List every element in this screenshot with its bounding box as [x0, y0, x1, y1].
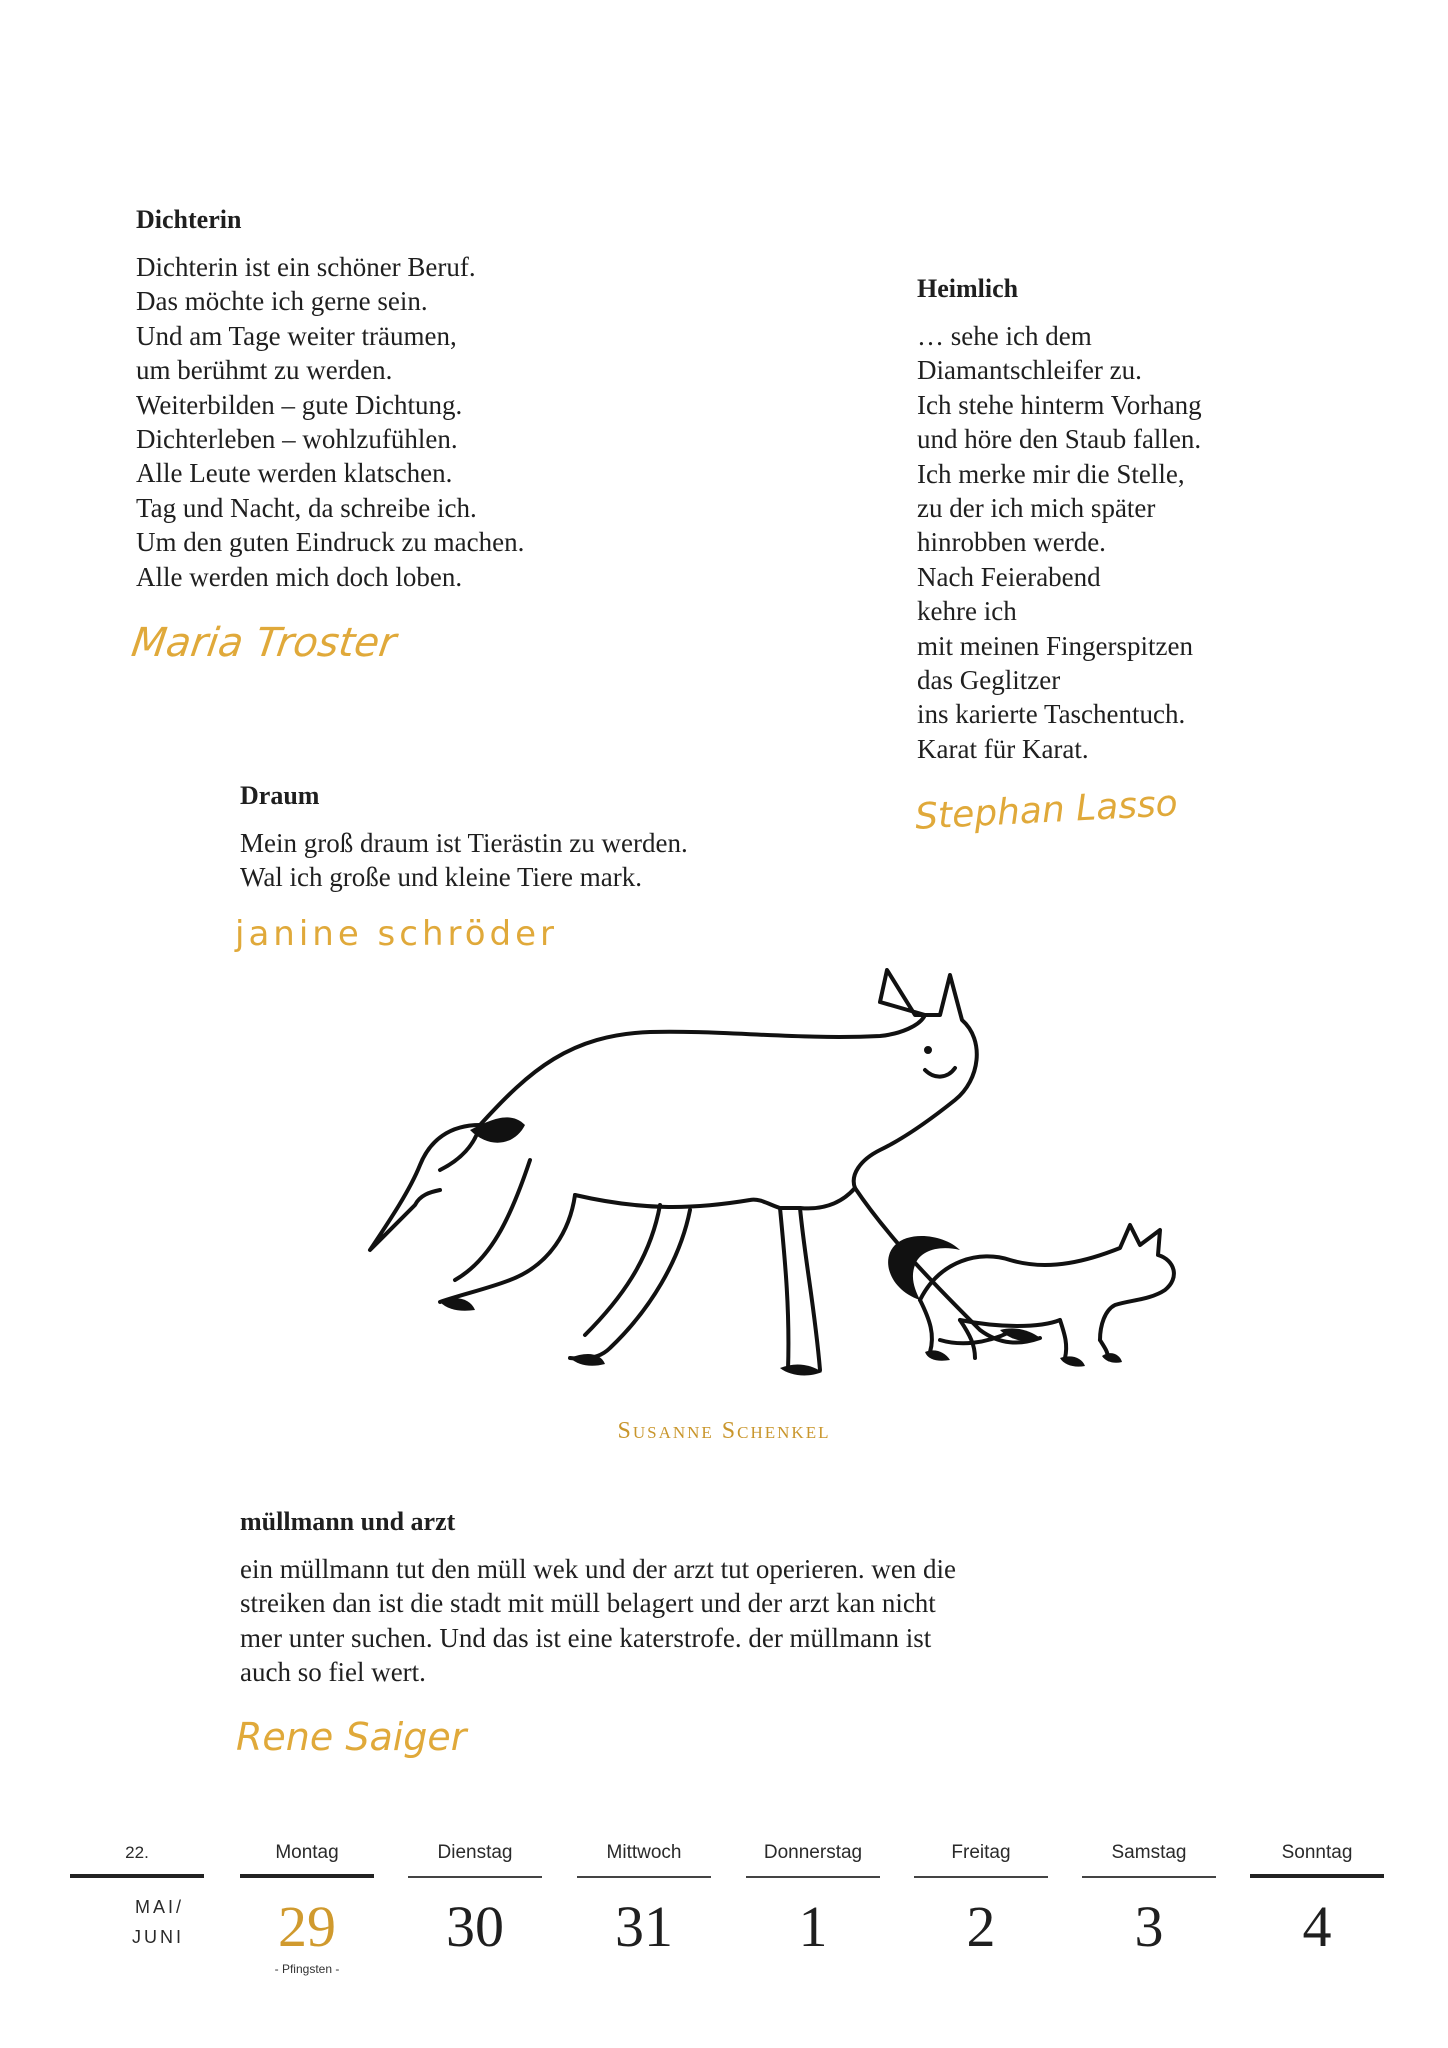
day-date: 31 [615, 1894, 673, 1959]
day-friday [914, 1838, 1048, 1962]
poem-line: Das möchte ich gerne sein. [136, 286, 428, 317]
week-number: 22. [125, 1843, 149, 1862]
drawing-two-animals-icon [360, 960, 1320, 1410]
day-date: 29 [278, 1894, 336, 1959]
week-rule [70, 1874, 204, 1878]
poem-body [240, 1552, 1060, 1690]
day-rule [577, 1876, 711, 1878]
artist-name: Susanne Schenkel [617, 1418, 831, 1444]
day-date: 30 [446, 1894, 504, 1959]
poem-line: Diamantschleifer zu. [917, 355, 1142, 386]
poem-line: Ich stehe hinterm Vorhang [917, 389, 1202, 420]
poem-body [240, 826, 688, 895]
poem-line: mer unter suchen. Und das ist eine katerstrofe. der müllmann ist [240, 1622, 932, 1653]
poem-body [917, 319, 1202, 766]
calendar-week-strip [0, 1838, 1448, 2048]
poem-line: Karat für Karat. [917, 733, 1089, 764]
day-rule [1082, 1876, 1216, 1878]
poem-line: Weiterbilden – gute Dichtung. [136, 389, 463, 420]
signature-maria-troster: Maria Troster [128, 620, 399, 666]
month-label: MAI/ [134, 1897, 184, 1917]
poem-line: Um den guten Eindruck zu machen. [136, 527, 525, 558]
poem-dichterin [136, 204, 524, 594]
poem-line: mit meinen Fingerspitzen [917, 630, 1193, 661]
signature-janine-schroeder: janine schröder [235, 914, 559, 954]
day-rule [746, 1876, 880, 1878]
day-rule [914, 1876, 1048, 1878]
poem-body [136, 250, 524, 594]
poem-muellmann-und-arzt [240, 1506, 1060, 1690]
poem-title: Heimlich [917, 274, 1019, 303]
poem-title: Draum [240, 781, 320, 810]
poem-line: Ich merke mir die Stelle, [917, 458, 1185, 489]
poem-line: das Geglitzer [917, 665, 1061, 696]
poem-heimlich [917, 273, 1202, 766]
day-date: 3 [1134, 1894, 1164, 1959]
day-monday [240, 1838, 374, 1976]
artist-credit [0, 1418, 1448, 1445]
poem-line: … sehe ich dem [917, 321, 1092, 351]
poem-line: Mein groß draum ist Tierästin zu werden. [240, 828, 688, 858]
day-name: Donnerstag [763, 1842, 863, 1863]
poem-line: Alle Leute werden klatschen. [136, 458, 453, 489]
day-rule [240, 1874, 374, 1878]
day-rule [408, 1876, 542, 1878]
poem-line: streiken dan ist die stadt mit müll belagert und der arzt kan nicht [240, 1588, 936, 1619]
poem-title: müllmann und arzt [240, 1507, 456, 1536]
poem-line: Dichterleben – wohlzufühlen. [136, 424, 458, 455]
holiday-note: - Pfingsten - [274, 1962, 340, 1976]
day-date: 1 [798, 1894, 828, 1959]
poem-line: Und am Tage weiter träumen, [136, 320, 457, 351]
day-thursday [746, 1838, 880, 1962]
poem-line: Alle werden mich doch loben. [136, 561, 463, 592]
poem-draum [240, 780, 688, 895]
poem-line: kehre ich [917, 596, 1017, 627]
poem-line: Tag und Nacht, da schreibe ich. [136, 492, 477, 523]
day-name: Dienstag [437, 1842, 513, 1863]
week-label [70, 1838, 204, 1952]
poem-line: Wal ich große und kleine Tiere mark. [240, 862, 642, 893]
day-name: Sonntag [1281, 1842, 1353, 1863]
poem-line: um berühmt zu werden. [136, 355, 393, 386]
poem-line: ins karierte Taschentuch. [917, 699, 1186, 730]
poem-line: Nach Feierabend [917, 561, 1101, 592]
poem-line: zu der ich mich später [917, 493, 1156, 524]
day-date: 4 [1302, 1894, 1332, 1959]
month-label: JUNI [132, 1927, 184, 1947]
day-date: 2 [966, 1894, 996, 1959]
day-tuesday [408, 1838, 542, 1962]
poem-line: ein müllmann tut den müll wek und der arzt tut operieren. wen die [240, 1554, 957, 1584]
day-name: Mittwoch [606, 1842, 682, 1863]
poem-line: auch so fiel wert. [240, 1657, 426, 1688]
day-rule [1250, 1874, 1384, 1878]
day-name: Freitag [951, 1842, 1011, 1863]
day-sunday [1250, 1838, 1384, 1962]
poem-line: hinrobben werde. [917, 527, 1106, 558]
signature-rene-saiger: Rene Saiger [236, 1715, 467, 1759]
signature-stephan-lasso: Stephan Lasso [914, 783, 1179, 838]
poem-title: Dichterin [136, 205, 242, 234]
poem-line: Dichterin ist ein schöner Beruf. [136, 252, 476, 282]
day-wednesday [577, 1838, 711, 1962]
month-range [70, 1892, 204, 1952]
day-name: Samstag [1111, 1842, 1187, 1863]
poem-line: und höre den Staub fallen. [917, 424, 1202, 455]
day-name: Montag [275, 1842, 339, 1863]
day-saturday [1082, 1838, 1216, 1962]
